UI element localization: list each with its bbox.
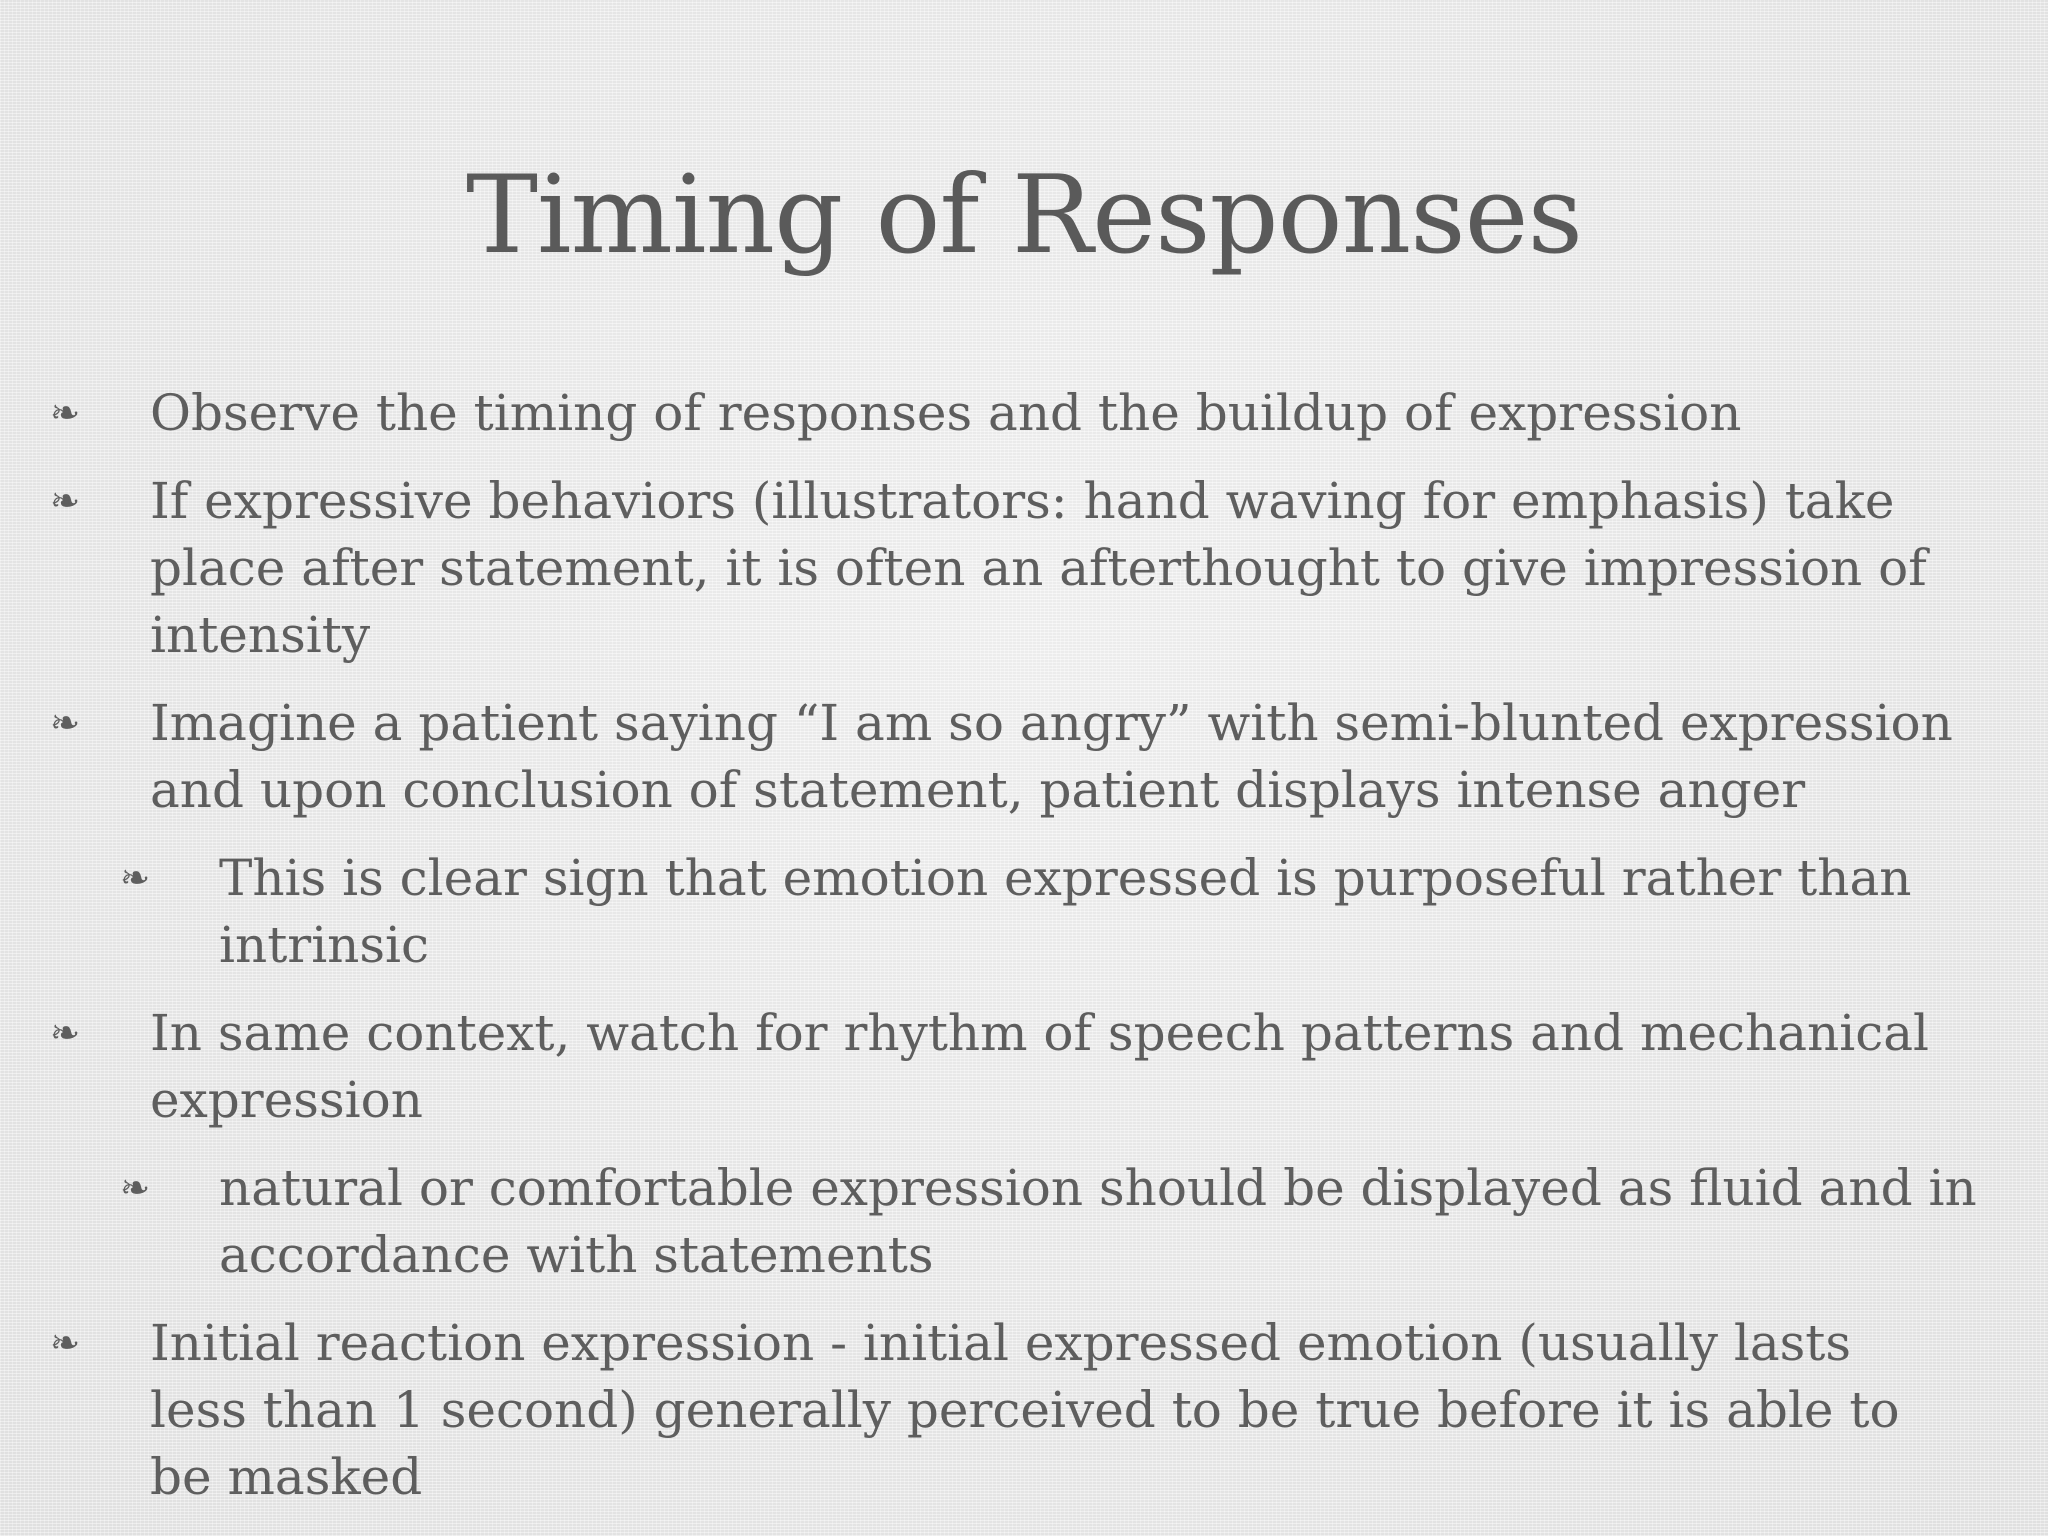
fleuron-bullet-icon: ❧ — [50, 1323, 81, 1364]
sub-bullet-item — [0, 1155, 1989, 1289]
bullet-text: Initial reaction expression - initial expressed emotion (usually lasts less than 1 second) generally perceived to be true before it is able to be masked — [150, 1314, 1900, 1506]
bullet-list — [0, 380, 2048, 1532]
fleuron-bullet-icon: ❧ — [120, 858, 151, 899]
bullet-item — [0, 690, 1960, 824]
fleuron-bullet-icon: ❧ — [120, 1168, 151, 1209]
fleuron-bullet-icon: ❧ — [50, 393, 81, 434]
bullet-text: Imagine a patient saying “I am so angry” with semi-blunted expression and upon conclusion of statement, patient displays intense anger — [150, 694, 1953, 819]
bullet-text: If expressive behaviors (illustrators: hand waving for emphasis) take place after statement, it is often an afterthought to give impression of intensity — [150, 472, 1927, 664]
bullet-text: In same context, watch for rhythm of speech patterns and mechanical expression — [150, 1004, 1930, 1129]
bullet-item — [0, 380, 1960, 447]
sub-bullet-item — [0, 845, 1989, 979]
bullet-item — [0, 1310, 1960, 1511]
fleuron-bullet-icon: ❧ — [50, 703, 81, 744]
sub-bullet-text: This is clear sign that emotion expressed is purposeful rather than intrinsic — [219, 849, 1912, 974]
slide-title: Timing of Responses — [465, 153, 1582, 278]
fleuron-bullet-icon: ❧ — [50, 1013, 81, 1054]
sub-bullet-text: natural or comfortable expression should be displayed as fluid and in accordance with statements — [219, 1159, 1977, 1284]
bullet-item — [0, 1000, 1960, 1134]
fleuron-bullet-icon: ❧ — [50, 481, 81, 522]
bullet-text: Observe the timing of responses and the buildup of expression — [150, 384, 1742, 442]
bullet-item — [0, 468, 1960, 669]
